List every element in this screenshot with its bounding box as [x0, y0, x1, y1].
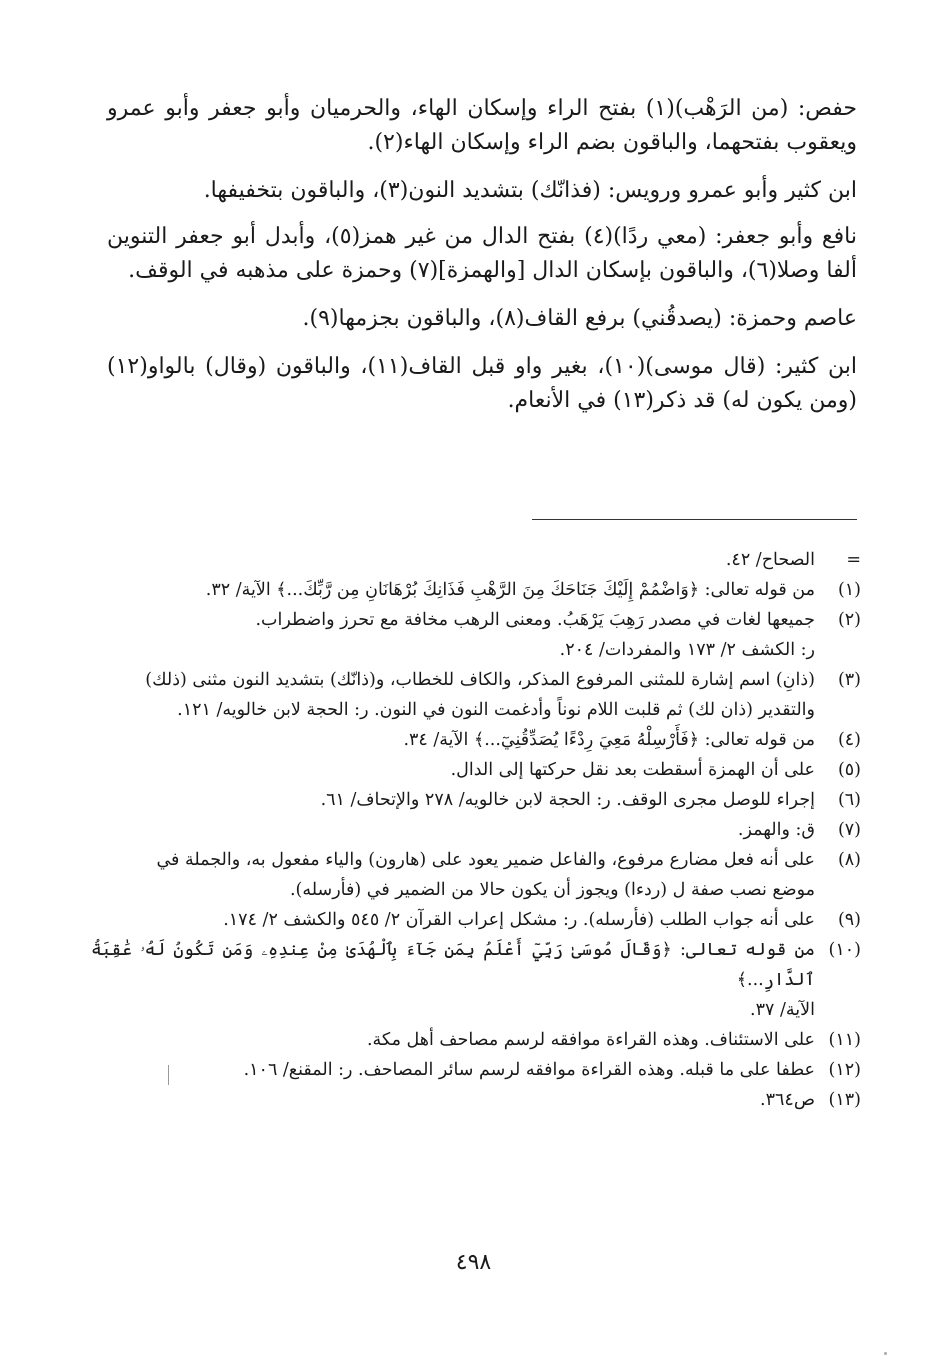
scan-mark — [168, 1065, 169, 1085]
paragraph-ibn-kathir-qala: ابن كثير: (قال موسى)(١٠)، بغير واو قبل القاف(١١)، والباقون (وقال) بالواو(١٢) (ومن يكون له) قد ذكر(١٣) في الأنعام. — [107, 354, 857, 413]
footnote-13 — [91, 1085, 861, 1115]
paragraph-hafs: حفص: (من الرَهْب)(١) بفتح الراء وإسكان الهاء، والحرميان وأبو جعفر وأبو عمرو ويعقوب بفتحهما، والباقون بضم الراء وإسكان الهاء(٢). — [107, 96, 857, 155]
footnote-number: (١٠) — [828, 940, 861, 960]
footnote-12 — [91, 1055, 861, 1085]
footnote-8 — [91, 845, 861, 905]
footnote-number: (١) — [837, 580, 861, 600]
footnote-text: الصحاح/ ٤٢. — [725, 550, 815, 570]
footnote-11 — [91, 1025, 861, 1055]
footnote-5 — [91, 755, 861, 785]
footnote-text: موضع نصب صفة ل (ردءا) ويجوز أن يكون حالا من الضمير في (فأرسله). — [289, 880, 815, 900]
footnote-text: على أنه جواب الطلب (فأرسله). ر: مشكل إعراب القرآن ٢/ ٥٤٥ والكشف ٢/ ١٧٤. — [223, 910, 815, 930]
paragraph-nafi: نافع وأبو جعفر: (معي ردًا)(٤) بفتح الدال من غير همز(٥)، وأبدل أبو جعفر التنوين ألفا وصلا(٦)، والباقون بإسكان الدال [والهمزة](٧) وحمزة على مذهبه في الوقف. — [107, 224, 857, 283]
footnote-text: ص٣٦٤. — [760, 1090, 815, 1110]
footnotes — [91, 545, 861, 1115]
footnote-number: (١٣) — [828, 1090, 861, 1110]
footnote-9 — [91, 905, 861, 935]
footnote-separator — [532, 519, 857, 520]
footnote-number: = — [846, 550, 861, 570]
paragraph-ibn-kathir-fadhannika: ابن كثير وأبو عمرو ورويس: (فذانّك) بتشديد النون(٣)، والباقون بتخفيفها. — [203, 178, 857, 203]
footnote-number: (٣) — [837, 670, 861, 690]
footnote-text: عطفا على ما قبله. وهذه القراءة موافقه لرسم سائر المصاحف. ر: المقنع/ ١٠٦. — [243, 1060, 815, 1080]
footnote-text: ر: الكشف ٢/ ١٧٣ والمفردات/ ٢٠٤. — [559, 640, 815, 660]
footnote-continuation — [91, 545, 861, 575]
footnote-number: (٨) — [837, 850, 861, 870]
footnote-text: ق: والهمز. — [737, 820, 815, 840]
footnote-text: على أن الهمزة أسقطت بعد نقل حركتها إلى الدال. — [450, 760, 815, 780]
footnote-2 — [91, 605, 861, 665]
footnote-text: إجراء للوصل مجرى الوقف. ر: الحجة لابن خالويه/ ٢٧٨ والإتحاف/ ٦١. — [320, 790, 815, 810]
footnote-number: (٩) — [837, 910, 861, 930]
footnote-text: من قوله تعالى: ﴿فَأَرْسِلْهُ مَعِيَ رِدْءًا يُصَدِّقُنِيٓ...﴾ الآية/ ٣٤. — [403, 730, 815, 750]
footnote-1 — [91, 575, 861, 605]
footnote-text: من قوله تعالى: ﴿وَقَالَ مُوسَىٰ رَبِّيٓ أَعْلَمُ بِمَن جَآءَ بِٱلْهُدَىٰ مِنْ عِندِهِۦ وَمَن تَكُونُ لَهُۥ عَٰقِبَةُ ٱلدَّارِ...﴾ — [91, 940, 815, 990]
footnote-number: (٥) — [837, 760, 861, 780]
paragraph-asim-hamza: عاصم وحمزة: (يصدقُني) برفع القاف(٨)، والباقون بجزمها(٩). — [302, 306, 857, 331]
footnote-number: (٦) — [837, 790, 861, 810]
scan-speck — [884, 1352, 887, 1355]
footnote-7 — [91, 815, 861, 845]
footnote-number: (٤) — [837, 730, 861, 750]
footnote-number: (١١) — [828, 1030, 861, 1050]
footnote-number: (٢) — [837, 610, 861, 630]
footnote-text: من قوله تعالى: ﴿وَاضْمُمْ إِلَيْكَ جَنَاحَكَ مِنَ الرَّهْبِ فَذَانِكَ بُرْهَانَانِ مِن رَّبِّكَ...﴾ الآية/ ٣٢. — [205, 580, 815, 600]
footnote-10 — [91, 935, 861, 1025]
main-text — [107, 92, 857, 432]
footnote-text: الآية/ ٣٧. — [750, 1000, 815, 1020]
footnote-text: على الاستئناف. وهذه القراءة موافقه لرسم مصاحف أهل مكة. — [366, 1030, 815, 1050]
footnote-number: (٧) — [837, 820, 861, 840]
footnote-6 — [91, 785, 861, 815]
footnote-number: (١٢) — [828, 1060, 861, 1080]
footnote-text: والتقدير (ذان لك) ثم قلبت اللام نوناً وأدغمت النون في النون. ر: الحجة لابن خالويه/ ١٢١. — [177, 700, 815, 720]
footnote-4 — [91, 725, 861, 755]
footnote-text: (ذانِ) اسم إشارة للمثنى المرفوع المذكر، والكاف للخطاب، و(ذانّك) بتشديد النون مثنى (ذلك) — [145, 670, 815, 690]
page-number: ٤٩٨ — [455, 1250, 492, 1275]
footnote-text: جميعها لغات في مصدر رَهِبَ يَرْهَبُ. ومعنى الرهب مخافة مع تحرز واضطراب. — [255, 610, 815, 630]
footnote-3 — [91, 665, 861, 725]
footnote-text: على أنه فعل مضارع مرفوع، والفاعل ضمير يعود على (هارون) والياء مفعول به، والجملة في — [156, 850, 815, 870]
